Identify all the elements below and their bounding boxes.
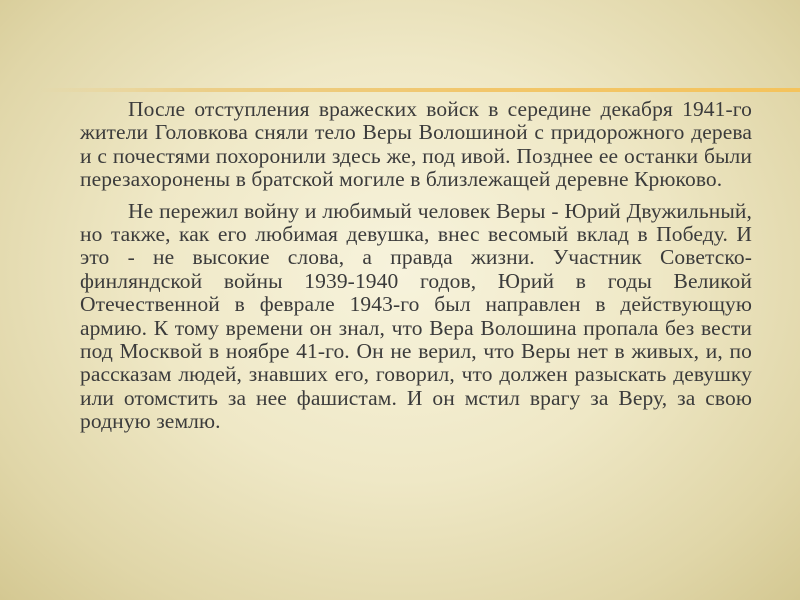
title-divider-line xyxy=(40,88,800,92)
paragraph-2: Не пережил войну и любимый человек Веры - Юрий Двужильный, но также, как его любимая девушка, внес весомый вклад в Победу. И это - не высокие слова, а правда жизни. Участник Советско-финляндской войны 1939-1940 годов, Юрий в годы Великой Отечественной в феврале 1943-го был направлен в действующую армию. К тому времени он знал, что Вера Волошина пропала без вести под Москвой в ноябре 41-го. Он не верил, что Веры нет в живых, и, по рассказам людей, знавших его, говорил, что должен разыскать девушку или отомстить за нее фашистам. И он мстил врагу за Веру, за свою родную землю. xyxy=(80,198,752,434)
paragraph-1: После отступления вражеских войск в середине декабря 1941-го жители Головкова сняли тело Веры Волошиной с придорожного дерева и с почестями похоронили здесь же, под ивой. Позднее ее останки были перезахоронены в братской могиле в близлежащей деревне Крюково. xyxy=(80,97,752,192)
slide-body xyxy=(80,98,752,442)
